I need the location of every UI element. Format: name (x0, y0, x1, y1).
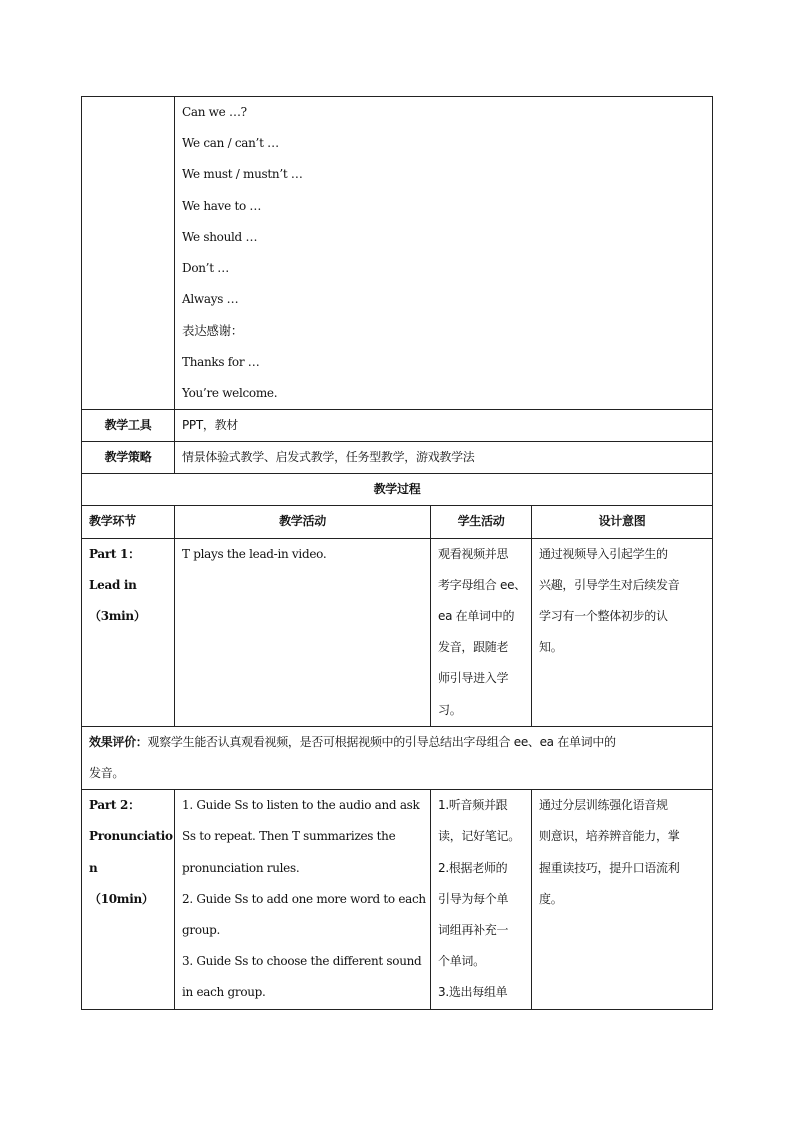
sentence-line: You’re welcome. (182, 385, 278, 400)
part2-student-line: 1.听音频并跟 (438, 798, 508, 813)
part2-intent-cell (532, 790, 713, 1009)
empty-label-cell (82, 97, 175, 410)
part1-time: （3min） (89, 609, 146, 624)
tools-value: PPT，教材 (175, 409, 713, 441)
strategy-label: 教学策略 (82, 442, 175, 474)
part1-student-cell (431, 538, 532, 726)
part2-student-line: 3.选出每组单 (438, 985, 508, 1000)
part2-teacher-line: in each group. (182, 985, 266, 1000)
evaluation-row (82, 726, 713, 789)
sentence-line: Don’t … (182, 260, 229, 275)
part2-teacher-line: pronunciation rules. (182, 860, 300, 875)
part2-teacher-line: 2. Guide Ss to add one more word to each (182, 891, 426, 906)
part2-student-cell (431, 790, 532, 1009)
sentence-line: We must / mustn’t … (182, 167, 303, 182)
evaluation-label: 效果评价： (89, 734, 148, 749)
sentence-line: Thanks for … (182, 354, 260, 369)
part2-student-line: 引导为每个单 (438, 891, 509, 906)
sentence-line: We have to … (182, 198, 262, 213)
lesson-plan-table (81, 96, 713, 1010)
evaluation-text: 观察学生能否认真观看视频，是否可根据视频中的引导总结出字母组合 ee、ea 在单词中的 (147, 734, 616, 749)
part2-teacher-cell (175, 790, 431, 1009)
part2-student-line: 个单词。 (438, 954, 485, 969)
evaluation-cell (82, 726, 713, 789)
part1-student-line: 习。 (438, 702, 462, 717)
sentence-line: 表达感谢： (182, 323, 244, 339)
process-title: 教学过程 (82, 474, 713, 506)
sentence-line: We can / can’t … (182, 136, 279, 151)
part2-student-line: 读，记好笔记。 (438, 829, 520, 844)
part2-student-line: 词组再补充一 (438, 922, 509, 937)
sentence-line: Always … (182, 292, 239, 307)
part1-stage-cell (82, 538, 175, 726)
part2-name: Pronunciatio (89, 829, 173, 844)
part1-name: Lead in (89, 577, 137, 592)
part2-row (82, 790, 713, 1009)
header-student-activity: 学生活动 (431, 506, 532, 538)
part1-intent-line: 知。 (539, 640, 563, 655)
part1-student-line: 考字母组合 ee、 (438, 577, 526, 592)
header-design-intent: 设计意图 (532, 506, 713, 538)
part2-teacher-line: Ss to repeat. Then T summarizes the (182, 829, 396, 844)
header-teacher-activity: 教学活动 (175, 506, 431, 538)
tools-row (82, 409, 713, 441)
part2-title: Part 2： (89, 798, 140, 813)
part2-teacher-line: 3. Guide Ss to choose the different sound (182, 954, 422, 969)
part1-intent-cell (532, 538, 713, 726)
evaluation-text-2: 发音。 (89, 766, 125, 780)
process-title-row (82, 474, 713, 506)
part1-teacher-cell (175, 538, 431, 726)
sentence-line: Can we …? (182, 105, 247, 119)
part2-stage-cell (82, 790, 175, 1009)
tools-label: 教学工具 (82, 409, 175, 441)
part1-intent-line: 通过视频导入引起学生的 (539, 546, 668, 561)
part2-intent-line: 握重读技巧，提升口语流利 (539, 860, 680, 875)
sentence-patterns-row (82, 97, 713, 410)
part2-intent-line: 则意识，培养辨音能力，掌 (539, 829, 680, 844)
part1-intent-line: 兴趣，引导学生对后续发音 (539, 577, 680, 592)
part2-intent-line: 度。 (539, 891, 563, 906)
part1-row (82, 538, 713, 726)
part2-teacher-line: 1. Guide Ss to listen to the audio and ask (182, 798, 420, 813)
part2-student-line: 2.根据老师的 (438, 860, 508, 875)
part2-teacher-line: group. (182, 922, 221, 937)
strategy-value: 情景体验式教学、启发式教学，任务型教学，游戏教学法 (175, 442, 713, 474)
column-header-row (82, 506, 713, 538)
sentence-patterns-cell (175, 97, 713, 410)
strategy-row (82, 442, 713, 474)
part1-student-line: 师引导进入学 (438, 671, 509, 686)
part1-title: Part 1： (89, 546, 140, 561)
part2-name-cont: n (89, 860, 98, 875)
part1-teacher-activity: T plays the lead-in video. (182, 546, 327, 561)
sentence-line: We should … (182, 229, 258, 244)
part1-student-line: 发音，跟随老 (438, 640, 509, 655)
part1-intent-line: 学习有一个整体初步的认 (539, 609, 668, 624)
part1-student-line: ea 在单词中的 (438, 609, 515, 624)
part1-student-line: 观看视频并思 (438, 546, 509, 561)
part2-time: （10min） (89, 891, 154, 906)
part2-intent-line: 通过分层训练强化语音规 (539, 798, 668, 813)
header-stage: 教学环节 (82, 506, 175, 538)
